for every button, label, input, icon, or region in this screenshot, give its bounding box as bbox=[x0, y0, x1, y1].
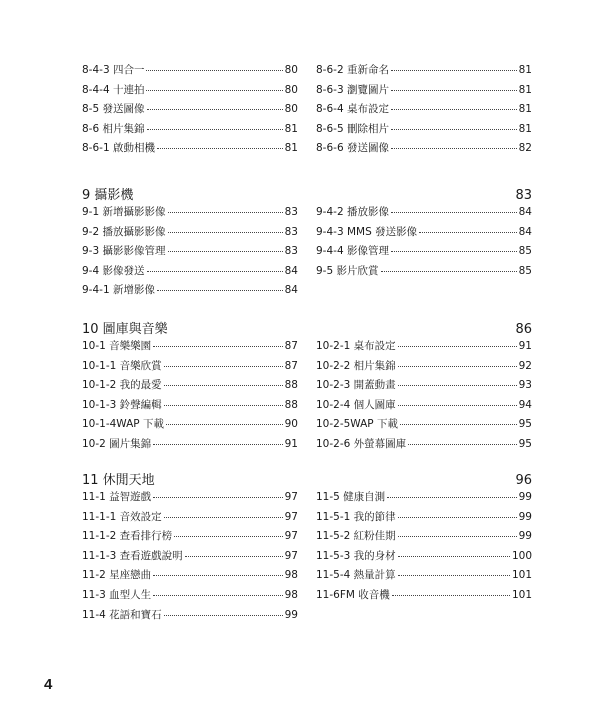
toc-entry-title: 8-6-4 桌布設定 bbox=[316, 103, 389, 116]
dot-leader bbox=[381, 271, 517, 272]
dot-leader bbox=[164, 405, 283, 406]
dot-leader bbox=[157, 148, 283, 149]
toc-entry-page: 88 bbox=[284, 379, 298, 392]
toc-entry-page: 91 bbox=[284, 437, 298, 450]
toc-entry-page: 83 bbox=[284, 245, 298, 258]
toc-entry-title: 10-2-6 外螢幕圖庫 bbox=[316, 437, 407, 450]
dot-leader bbox=[400, 424, 517, 425]
toc-entry-page: 101 bbox=[511, 588, 532, 601]
toc-entry-title: 11-4 花語和寶石 bbox=[82, 608, 162, 621]
toc-entry-page: 81 bbox=[518, 64, 532, 76]
toc-entry-title: 11-3 血型人生 bbox=[82, 588, 152, 601]
toc-entry-page: 87 bbox=[284, 359, 298, 372]
toc-column-right bbox=[316, 204, 532, 282]
toc-entry[interactable] bbox=[316, 489, 532, 509]
toc-entry-title: 8-6 相片集錦 bbox=[82, 122, 145, 135]
toc-entry-page: 83 bbox=[284, 225, 298, 238]
dot-leader bbox=[398, 536, 517, 537]
toc-entry-title: 10-1-3 鈴聲編輯 bbox=[82, 398, 162, 411]
toc-entry-title: 10-1 音樂樂園 bbox=[82, 340, 152, 352]
section-heading bbox=[82, 184, 532, 204]
dot-leader bbox=[391, 109, 517, 110]
dot-leader bbox=[153, 444, 282, 445]
toc-entry-title: 10-2-1 桌布設定 bbox=[316, 340, 396, 352]
toc-entry-title: 8-4-4 十連拍 bbox=[82, 83, 145, 96]
toc-entry[interactable] bbox=[82, 101, 298, 121]
toc-entry[interactable] bbox=[316, 82, 532, 102]
toc-entry[interactable] bbox=[316, 101, 532, 121]
toc-entry-page: 84 bbox=[284, 284, 298, 297]
dot-leader bbox=[419, 232, 517, 233]
toc-entry-title: 8-6-1 啟動相機 bbox=[82, 142, 155, 155]
dot-leader bbox=[391, 90, 517, 91]
toc-entry-page: 92 bbox=[518, 359, 532, 372]
dot-leader bbox=[398, 575, 510, 576]
toc-entry[interactable] bbox=[82, 397, 298, 417]
toc-entry-title: 9-4 影像發送 bbox=[82, 264, 145, 277]
section-page: 83 bbox=[515, 188, 532, 203]
toc-entry-page: 100 bbox=[511, 549, 532, 562]
dot-leader bbox=[164, 517, 283, 518]
dot-leader bbox=[153, 346, 282, 347]
toc-entry-title: 11-1-1 音效設定 bbox=[82, 510, 162, 523]
toc-column-right bbox=[316, 489, 532, 607]
toc-entry[interactable] bbox=[316, 263, 532, 283]
toc-entry-page: 95 bbox=[518, 437, 532, 450]
toc-entry-page: 83 bbox=[284, 206, 298, 218]
toc-column-right bbox=[316, 338, 532, 456]
dot-leader bbox=[391, 212, 517, 213]
dot-leader bbox=[387, 497, 516, 498]
dot-leader bbox=[398, 385, 517, 386]
toc-entry[interactable] bbox=[82, 338, 298, 358]
toc-column-right bbox=[316, 62, 532, 160]
toc-entry-title: 8-5 發送圖像 bbox=[82, 103, 145, 116]
dot-leader bbox=[147, 271, 283, 272]
section-title: 11 休閒天地 bbox=[82, 473, 155, 488]
dot-leader bbox=[153, 595, 282, 596]
section-page: 86 bbox=[515, 322, 532, 337]
toc-entry-page: 98 bbox=[284, 588, 298, 601]
dot-leader bbox=[147, 129, 283, 130]
toc-entry-page: 84 bbox=[284, 264, 298, 277]
dot-leader bbox=[164, 366, 283, 367]
toc-entry-page: 95 bbox=[518, 418, 532, 431]
toc-entry-title: 11-1-3 查看遊戲說明 bbox=[82, 549, 183, 562]
toc-entry[interactable] bbox=[82, 548, 298, 568]
dot-leader bbox=[398, 366, 517, 367]
dot-leader bbox=[164, 615, 283, 616]
toc-column-left bbox=[82, 489, 298, 626]
toc-entry-page: 87 bbox=[284, 340, 298, 352]
section-title: 9 攝影機 bbox=[82, 188, 134, 203]
toc-entry-page: 82 bbox=[518, 142, 532, 155]
toc-entry-page: 84 bbox=[518, 225, 532, 238]
toc-entry-page: 91 bbox=[518, 340, 532, 352]
dot-leader bbox=[174, 536, 282, 537]
toc-entry[interactable] bbox=[316, 338, 532, 358]
toc-entry-title: 11-6FM 收音機 bbox=[316, 588, 390, 601]
toc-entry-page: 97 bbox=[284, 530, 298, 543]
toc-column-left bbox=[82, 62, 298, 160]
toc-entry-page: 97 bbox=[284, 510, 298, 523]
toc-entry[interactable] bbox=[316, 567, 532, 587]
toc-entry-title: 8-6-2 重新命名 bbox=[316, 64, 389, 76]
toc-entry-page: 81 bbox=[518, 83, 532, 96]
toc-entry-title: 9-5 影片欣賞 bbox=[316, 264, 379, 277]
toc-column-left bbox=[82, 204, 298, 302]
dot-leader bbox=[391, 148, 517, 149]
toc-entry[interactable] bbox=[316, 416, 532, 436]
toc-entry-title: 10-1-1 音樂欣賞 bbox=[82, 359, 162, 372]
toc-entry-title: 11-5-3 我的身材 bbox=[316, 549, 396, 562]
dot-leader bbox=[153, 575, 282, 576]
toc-entry-title: 9-4-4 影像管理 bbox=[316, 245, 389, 258]
toc-entry[interactable] bbox=[82, 489, 298, 509]
section-heading bbox=[82, 469, 532, 489]
toc-entry-title: 11-1 益智遊戲 bbox=[82, 491, 152, 503]
toc-entry-page: 94 bbox=[518, 398, 532, 411]
dot-leader bbox=[391, 129, 517, 130]
toc-entry-title: 10-2-4 個人圖庫 bbox=[316, 398, 396, 411]
toc-entry-page: 97 bbox=[284, 491, 298, 503]
section-heading bbox=[82, 318, 532, 338]
dot-leader bbox=[185, 556, 283, 557]
toc-entry[interactable] bbox=[82, 416, 298, 436]
toc-entry-title: 8-6-6 發送圖像 bbox=[316, 142, 389, 155]
dot-leader bbox=[146, 90, 282, 91]
toc-entry-title: 10-2-2 相片集錦 bbox=[316, 359, 396, 372]
toc-entry[interactable] bbox=[82, 282, 298, 302]
toc-entry-page: 85 bbox=[518, 245, 532, 258]
toc-entry[interactable] bbox=[82, 204, 298, 224]
toc-entry[interactable] bbox=[82, 567, 298, 587]
toc-entry-page: 99 bbox=[518, 510, 532, 523]
toc-entry-page: 81 bbox=[518, 122, 532, 135]
toc-entry-title: 11-1-2 查看排行榜 bbox=[82, 530, 173, 543]
toc-entry[interactable] bbox=[82, 121, 298, 141]
toc-entry[interactable] bbox=[82, 62, 298, 82]
dot-leader bbox=[168, 232, 283, 233]
toc-entry-title: 11-5-2 紅粉佳期 bbox=[316, 530, 396, 543]
toc-entry-title: 9-4-2 播放影像 bbox=[316, 206, 389, 218]
toc-entry[interactable] bbox=[82, 140, 298, 160]
toc-entry-page: 99 bbox=[518, 491, 532, 503]
toc-entry[interactable] bbox=[82, 243, 298, 263]
toc-entry-page: 98 bbox=[284, 569, 298, 582]
toc-entry-page: 99 bbox=[518, 530, 532, 543]
page-number: 4 bbox=[44, 676, 53, 693]
toc-entry-title: 8-4-3 四合一 bbox=[82, 64, 145, 76]
toc-entry-title: 11-2 星座戀曲 bbox=[82, 569, 152, 582]
toc-entry[interactable] bbox=[316, 548, 532, 568]
toc-entry-title: 9-2 播放攝影影像 bbox=[82, 225, 166, 238]
dot-leader bbox=[168, 251, 283, 252]
toc-entry[interactable] bbox=[82, 528, 298, 548]
toc-entry[interactable] bbox=[316, 377, 532, 397]
toc-entry-page: 80 bbox=[284, 83, 298, 96]
dot-leader bbox=[157, 290, 283, 291]
toc-entry-page: 80 bbox=[284, 64, 298, 76]
toc-entry-title: 8-6-3 瀏覽圖片 bbox=[316, 83, 389, 96]
toc-entry-title: 11-5-4 熱量計算 bbox=[316, 569, 396, 582]
toc-entry-title: 9-4-1 新增影像 bbox=[82, 284, 155, 297]
toc-entry-title: 11-5-1 我的節律 bbox=[316, 510, 396, 523]
dot-leader bbox=[146, 70, 282, 71]
dot-leader bbox=[398, 405, 517, 406]
toc-entry-title: 10-2-3 開蓋動畫 bbox=[316, 379, 396, 392]
toc-entry[interactable] bbox=[316, 397, 532, 417]
toc-entry-page: 80 bbox=[284, 103, 298, 116]
dot-leader bbox=[392, 595, 510, 596]
toc-entry-page: 81 bbox=[518, 103, 532, 116]
dot-leader bbox=[398, 346, 517, 347]
toc-entry-title: 10-2 圖片集錦 bbox=[82, 437, 152, 450]
toc-entry-title: 9-3 攝影影像管理 bbox=[82, 245, 166, 258]
toc-entry-page: 90 bbox=[284, 418, 298, 431]
toc-entry[interactable] bbox=[82, 509, 298, 529]
toc-entry[interactable] bbox=[82, 436, 298, 456]
dot-leader bbox=[408, 444, 516, 445]
toc-entry[interactable] bbox=[316, 587, 532, 607]
toc-entry[interactable] bbox=[316, 509, 532, 529]
toc-entry-page: 99 bbox=[284, 608, 298, 621]
toc-entry-page: 85 bbox=[518, 264, 532, 277]
toc-entry-page: 97 bbox=[284, 549, 298, 562]
toc-entry[interactable] bbox=[316, 140, 532, 160]
dot-leader bbox=[153, 497, 282, 498]
dot-leader bbox=[166, 424, 283, 425]
toc-column-left bbox=[82, 338, 298, 456]
dot-leader bbox=[398, 556, 510, 557]
toc-entry-title: 9-4-3 MMS 發送影像 bbox=[316, 225, 418, 238]
toc-entry-title: 10-1-4WAP 下載 bbox=[82, 418, 164, 431]
dot-leader bbox=[147, 109, 283, 110]
toc-entry-page: 84 bbox=[518, 206, 532, 218]
toc-entry-page: 101 bbox=[511, 569, 532, 582]
toc-entry[interactable] bbox=[316, 224, 532, 244]
toc-entry-title: 11-5 健康自測 bbox=[316, 491, 386, 503]
toc-entry-page: 81 bbox=[284, 122, 298, 135]
toc-entry-title: 10-2-5WAP 下載 bbox=[316, 418, 398, 431]
dot-leader bbox=[391, 70, 517, 71]
toc-entry-page: 93 bbox=[518, 379, 532, 392]
toc-entry[interactable] bbox=[316, 121, 532, 141]
toc-entry[interactable] bbox=[316, 436, 532, 456]
section-page: 96 bbox=[515, 473, 532, 488]
toc-entry-page: 88 bbox=[284, 398, 298, 411]
section-title: 10 圖庫與音樂 bbox=[82, 322, 168, 337]
toc-entry[interactable] bbox=[82, 224, 298, 244]
toc-entry-title: 8-6-5 刪除相片 bbox=[316, 122, 389, 135]
toc-entry[interactable] bbox=[316, 243, 532, 263]
dot-leader bbox=[391, 251, 517, 252]
toc-entry-title: 10-1-2 我的最愛 bbox=[82, 379, 162, 392]
toc-entry-title: 9-1 新增攝影影像 bbox=[82, 206, 166, 218]
toc-entry[interactable] bbox=[82, 587, 298, 607]
toc-entry[interactable] bbox=[82, 358, 298, 378]
toc-entry[interactable] bbox=[316, 528, 532, 548]
toc-entry[interactable] bbox=[82, 263, 298, 283]
toc-entry[interactable] bbox=[82, 82, 298, 102]
toc-entry[interactable] bbox=[82, 377, 298, 397]
toc-entry[interactable] bbox=[316, 358, 532, 378]
dot-leader bbox=[398, 517, 517, 518]
toc-entry-page: 81 bbox=[284, 142, 298, 155]
dot-leader bbox=[164, 385, 283, 386]
dot-leader bbox=[168, 212, 283, 213]
toc-entry[interactable] bbox=[316, 62, 532, 82]
toc-entry[interactable] bbox=[82, 607, 298, 627]
toc-entry[interactable] bbox=[316, 204, 532, 224]
